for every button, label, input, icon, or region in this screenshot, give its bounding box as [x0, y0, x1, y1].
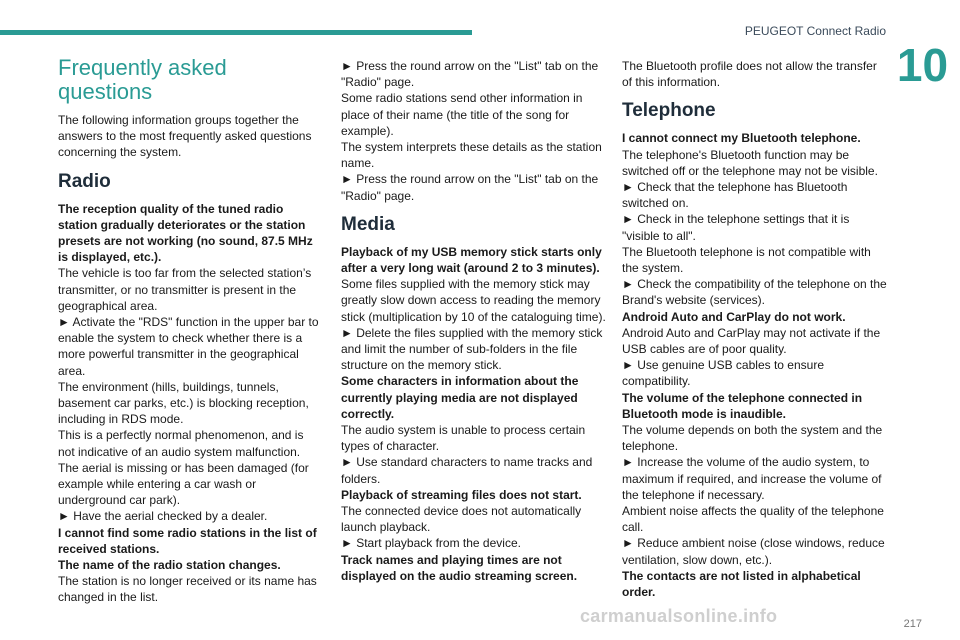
- answer-paragraph: ► Start playback from the device.: [341, 536, 521, 551]
- question: Android Auto and CarPlay do not work.: [622, 309, 846, 324]
- answer-paragraph: The audio system is unable to process certain types of character.: [341, 423, 586, 454]
- header-accent-bar: [0, 30, 472, 35]
- answer-paragraph: Ambient noise affects the quality of the telephone call.: [622, 504, 884, 535]
- answer-paragraph: Android Auto and CarPlay may not activate if the USB cables are of poor quality.: [622, 325, 881, 357]
- answer-paragraph: The station is no longer received or its name has changed in the list.: [58, 574, 317, 605]
- question: The volume of the telephone connected in Bluetooth mode is inaudible.: [622, 390, 863, 421]
- answer-paragraph: The Bluetooth profile does not allow the transfer of this information.: [622, 59, 877, 90]
- section-heading-radio: Radio: [58, 170, 111, 192]
- question: I cannot find some radio stations in the list of received stations.: [58, 525, 317, 556]
- answer-paragraph: ► Check that the telephone has Bluetooth switched on.: [622, 180, 848, 211]
- page-number: 217: [903, 618, 922, 630]
- section-heading-media: Media: [341, 213, 395, 235]
- question: Some characters in information about the currently playing media are not displayed correctly.: [341, 374, 579, 421]
- answer-paragraph: ► Check the compatibility of the telephone on the Brand's website (services).: [622, 277, 887, 308]
- answer-paragraph: The aerial is missing or has been damaged (for example while entering a car wash or underground car park).: [58, 460, 309, 508]
- answer-paragraph: ► Reduce ambient noise (close windows, reduce ventilation, slow down, etc.).: [622, 536, 885, 567]
- question: The reception quality of the tuned radio station gradually deteriorates or the station presets are not working (no sound, 87.5 MHz is displayed, etc.).: [58, 201, 313, 265]
- answer-paragraph: ► Use standard characters to name tracks and folders.: [341, 455, 593, 486]
- column-3: [622, 58, 887, 600]
- answer-paragraph: ► Check in the telephone settings that it is "visible to all".: [622, 212, 850, 243]
- question: Playback of my USB memory stick starts only after a very long wait (around 2 to 3 minutes).: [341, 244, 602, 276]
- answer-paragraph: Some files supplied with the memory stick may greatly slow down access to reading the memory stick (multiplication by 10 of the cataloguing time).: [341, 277, 606, 324]
- answer-paragraph: The telephone's Bluetooth function may be switched off or the telephone may not be visible.: [622, 147, 878, 178]
- answer-paragraph: ► Press the round arrow on the "List" tab on the "Radio" page.: [341, 59, 599, 90]
- question: Playback of streaming files does not start.: [341, 487, 582, 502]
- answer-paragraph: ► Use genuine USB cables to ensure compatibility.: [622, 358, 824, 389]
- answer-paragraph: The connected device does not automatically launch playback.: [341, 504, 582, 535]
- column-2: [341, 58, 606, 584]
- chapter-number: 10: [896, 39, 949, 91]
- watermark: carmanualsonline.info: [580, 606, 778, 626]
- answer-paragraph: ► Activate the "RDS" function in the upper bar to enable the system to check whether there is a more powerful transmitter in the geographical area.: [58, 315, 319, 378]
- question: The contacts are not listed in alphabetical order.: [622, 568, 861, 600]
- answer-paragraph: The system interprets these details as the station name.: [341, 140, 602, 171]
- question: The name of the radio station changes.: [58, 558, 281, 573]
- running-head: PEUGEOT Connect Radio: [744, 24, 886, 38]
- answer-paragraph: ► Have the aerial checked by a dealer.: [58, 509, 268, 524]
- answer-paragraph: Some radio stations send other information in place of their name (the title of the song for example).: [341, 91, 583, 138]
- page-title: Frequently asked questions: [58, 55, 227, 104]
- answer-paragraph: ► Delete the files supplied with the memory stick and limit the number of sub-folders in the file structure on the memory stick.: [341, 325, 603, 373]
- answer-paragraph: ► Press the round arrow on the "List" tab on the "Radio" page.: [341, 172, 599, 203]
- answer-paragraph: The Bluetooth telephone is not compatible with the system.: [622, 244, 871, 276]
- question: Track names and playing times are not displayed on the audio streaming screen.: [341, 552, 578, 583]
- answer-paragraph: The vehicle is too far from the selected station’s transmitter, or no transmitter is present in the geographical area.: [58, 266, 312, 313]
- answer-paragraph: The volume depends on both the system and the telephone.: [622, 423, 883, 454]
- section-heading-telephone: Telephone: [622, 100, 716, 122]
- answer-paragraph: ► Increase the volume of the audio system, to maximum if required, and increase the volume of the telephone if necessary.: [622, 455, 882, 502]
- column-1: [58, 56, 323, 606]
- answer-paragraph: This is a perfectly normal phenomenon, and is not indicative of an audio system malfunction.: [58, 428, 304, 459]
- answer-paragraph: The environment (hills, buildings, tunnels, basement car parks, etc.) is blocking reception, including in RDS mode.: [58, 379, 309, 427]
- question: I cannot connect my Bluetooth telephone.: [622, 131, 861, 146]
- intro-paragraph: The following information groups together the answers to the most frequently asked questions concerning the system.: [58, 113, 312, 160]
